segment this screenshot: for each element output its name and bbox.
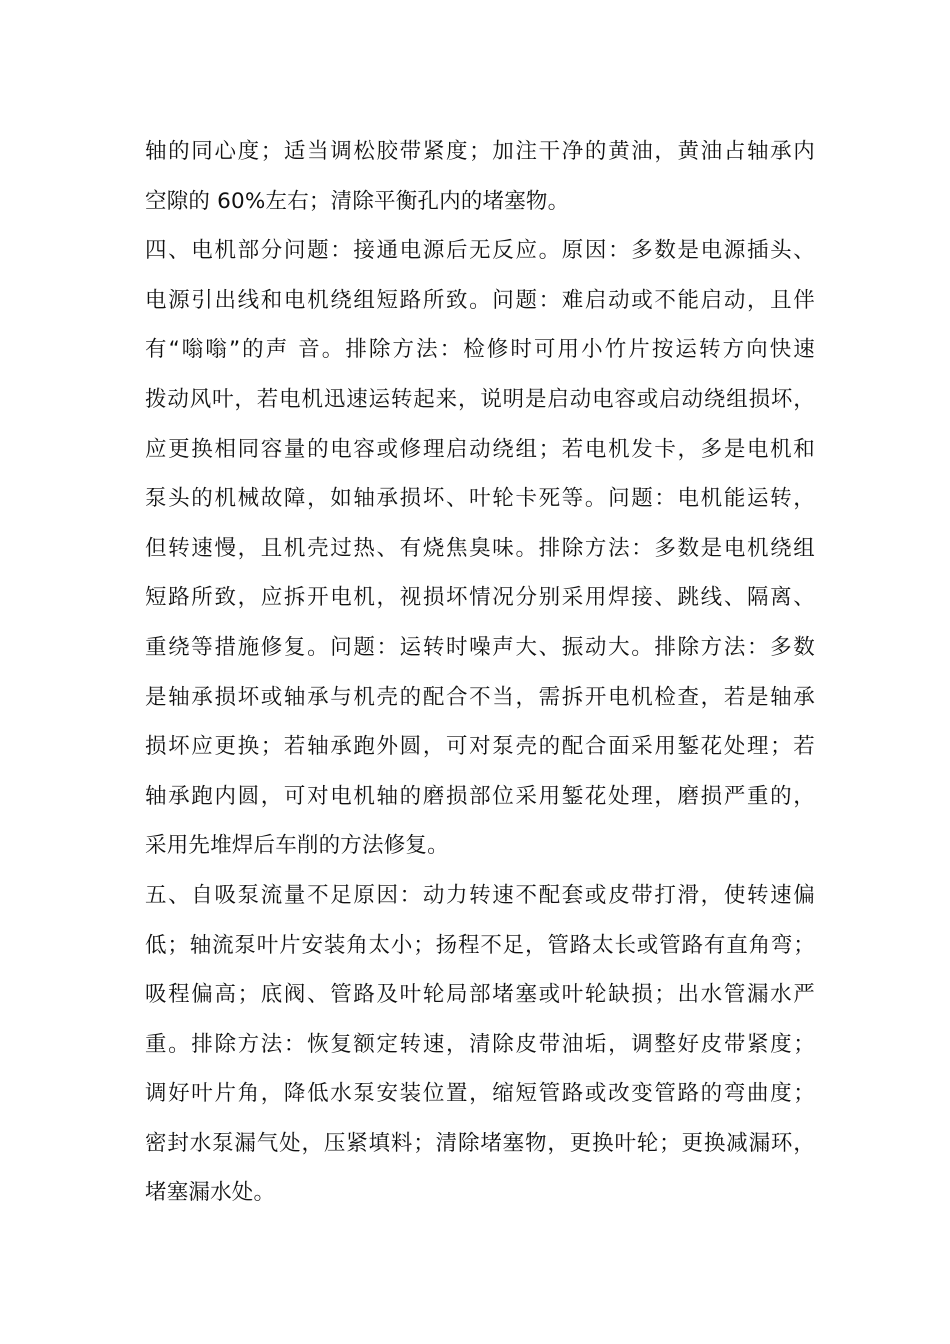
- text-line: 重。排除方法：恢复额定转速，清除皮带油垢，调整好皮带紧度；: [145, 1031, 815, 1057]
- text-line: 但转速慢，且机壳过热、有烧焦臭味。排除方法：多数是电机绕组: [145, 535, 815, 561]
- document-body: [145, 127, 815, 1218]
- text-line: 空隙的 60%左右；清除平衡孔内的堵塞物。: [145, 188, 570, 214]
- text-line: 电源引出线和电机绕组短路所致。问题：难启动或不能启动，且伴: [145, 287, 815, 313]
- text-line: 有“嗡嗡”的声 音。排除方法：检修时可用小竹片按运转方向快速: [145, 337, 815, 363]
- section-heading-line: 五、自吸泵流量不足原因：动力转速不配套或皮带打滑，使转速偏: [145, 882, 815, 908]
- text-line: 损坏应更换；若轴承跑外圆，可对泵壳的配合面采用錾花处理；若: [145, 734, 815, 760]
- text-line: 是轴承损坏或轴承与机壳的配合不当，需拆开电机检查，若是轴承: [145, 684, 815, 710]
- text-line: 密封水泵漏气处，压紧填料；清除堵塞物，更换叶轮；更换减漏环，: [145, 1130, 815, 1156]
- text-line: 调好叶片角，降低水泵安装位置，缩短管路或改变管路的弯曲度；: [145, 1081, 815, 1107]
- text-line: 短路所致，应拆开电机，视损坏情况分别采用焊接、跳线、隔离、: [145, 585, 815, 611]
- text-line: 吸程偏高；底阀、管路及叶轮局部堵塞或叶轮缺损；出水管漏水严: [145, 982, 815, 1008]
- text-line: 轴承跑内圆，可对电机轴的磨损部位采用錾花处理，磨损严重的，: [145, 783, 815, 809]
- text-line: 应更换相同容量的电容或修理启动绕组；若电机发卡，多是电机和: [145, 436, 815, 462]
- text-line: 堵塞漏水处。: [145, 1180, 276, 1206]
- section-heading-line: 四、电机部分问题：接通电源后无反应。原因：多数是电源插头、: [145, 238, 815, 264]
- text-line: 重绕等措施修复。问题：运转时噪声大、振动大。排除方法：多数: [145, 634, 815, 660]
- text-line: 采用先堆焊后车削的方法修复。: [145, 833, 449, 859]
- text-line: 轴的同心度；适当调松胶带紧度；加注干净的黄油，黄油占轴承内: [145, 139, 815, 164]
- text-line: 泵头的机械故障，如轴承损坏、叶轮卡死等。问题：电机能运转，: [145, 486, 815, 512]
- text-line: 拨动风叶，若电机迅速运转起来，说明是启动电容或启动绕组损坏，: [145, 386, 815, 412]
- text-line: 低；轴流泵叶片安装角太小；扬程不足，管路太长或管路有直角弯；: [145, 932, 815, 958]
